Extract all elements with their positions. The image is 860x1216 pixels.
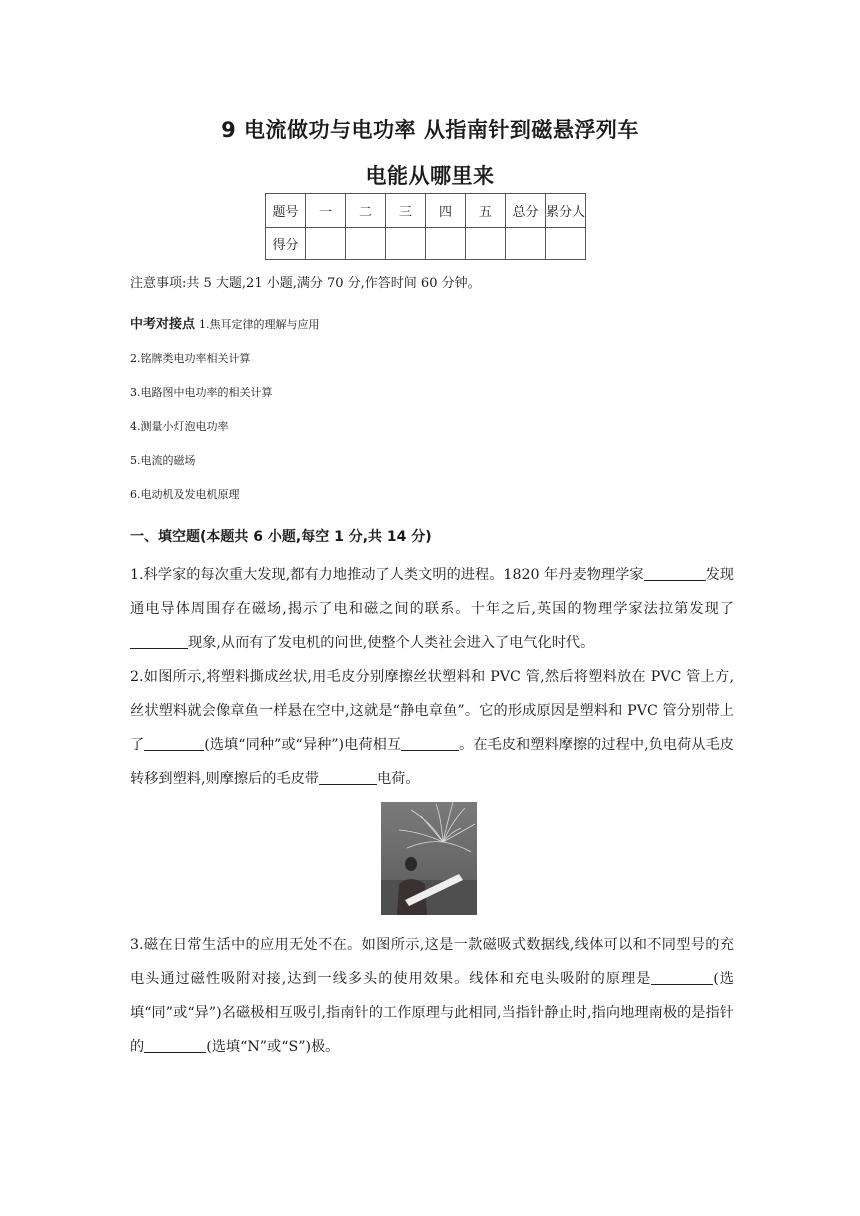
key-point-item: 3.电路图中电功率的相关计算 <box>130 386 273 399</box>
score-cell[interactable] <box>466 228 506 260</box>
answer-blank[interactable] <box>319 766 377 785</box>
answer-blank[interactable] <box>130 630 188 649</box>
score-header-cell: 二 <box>346 194 386 228</box>
section-heading-fill-blank: 一、填空题(本题共 6 小题,每空 1 分,共 14 分) <box>130 529 432 545</box>
score-cell[interactable] <box>386 228 426 260</box>
question-text: 电荷。 <box>376 771 420 787</box>
key-points-heading-line <box>130 313 320 332</box>
answer-blank[interactable] <box>144 1034 206 1053</box>
answer-blank[interactable] <box>644 562 706 581</box>
question-1 <box>130 558 734 660</box>
score-cell[interactable] <box>506 228 546 260</box>
score-cell[interactable] <box>546 228 586 260</box>
question-text: (选填“N”或“S”)极。 <box>206 1039 340 1055</box>
key-point-item: 5.电流的磁场 <box>130 454 196 467</box>
question-text: 现象,从而有了发电机的问世,使整个人类社会进入了电气化时代。 <box>188 635 595 651</box>
exam-notice: 注意事项:共 5 大题,21 小题,满分 70 分,作答时间 60 分钟。 <box>130 276 481 291</box>
key-point-item: 2.铭牌类电功率相关计算 <box>130 352 251 365</box>
question-2 <box>130 660 734 796</box>
page-subtitle: 电能从哪里来 <box>365 164 495 188</box>
key-point-item: 1.焦耳定律的理解与应用 <box>199 318 320 331</box>
score-header-cell: 题号 <box>266 194 306 228</box>
score-table-score-row <box>266 228 586 260</box>
score-header-cell: 五 <box>466 194 506 228</box>
question-text: 2.如图所示,将塑料撕成丝状,用毛皮分别摩擦丝状塑料和 PVC 管,然后将塑料放在 PVC 管上方,丝状塑料就会像章鱼一样悬在空中,这就是“静电章鱼”。它的形成原因是塑料和 PVC 管分别带上了 <box>130 669 734 753</box>
answer-blank[interactable] <box>651 966 713 985</box>
photo-drawing <box>381 802 477 915</box>
score-header-cell: 总分 <box>506 194 546 228</box>
page-title: 9 电流做功与电功率 从指南针到磁悬浮列车 <box>221 118 639 142</box>
key-points-heading: 中考对接点 <box>130 317 196 332</box>
score-table <box>265 193 586 260</box>
question-text: 1.科学家的每次重大发现,都有力地推动了人类文明的进程。1820 年丹麦物理学家 <box>130 567 644 583</box>
question-3 <box>130 928 734 1064</box>
score-header-cell: 累分人 <box>546 194 586 228</box>
score-cell[interactable] <box>346 228 386 260</box>
question-text: (选填“同种”或“异种”)电荷相互 <box>204 737 402 753</box>
score-cell[interactable] <box>306 228 346 260</box>
key-point-item: 6.电动机及发电机原理 <box>130 488 240 501</box>
score-table-header-row <box>266 194 586 228</box>
question-text: 。在毛皮和塑料摩擦的过程中,负电荷从毛皮转移到塑料,则摩擦后的毛皮带 <box>130 737 734 787</box>
key-point-item: 4.测量小灯泡电功率 <box>130 420 229 433</box>
score-cell[interactable] <box>426 228 466 260</box>
question-text: 3.磁在日常生活中的应用无处不在。如图所示,这是一款磁吸式数据线,线体可以和不同型号的充电头通过磁性吸附对接,达到一线多头的使用效果。线体和充电头吸附的原理是 <box>130 937 734 987</box>
score-header-cell: 四 <box>426 194 466 228</box>
score-header-cell: 三 <box>386 194 426 228</box>
answer-blank[interactable] <box>401 732 459 751</box>
score-row-label: 得分 <box>266 228 306 260</box>
static-electricity-octopus-photo <box>381 802 477 915</box>
answer-blank[interactable] <box>144 732 204 751</box>
question-text: (选填“同”或“异”)名磁极相互吸引,指南针的工作原理与此相同,当指针静止时,指向地理南极的是指针的 <box>130 971 734 1055</box>
question-text: 发现通电导体周围存在磁场,揭示了电和磁之间的联系。十年之后,英国的物理学家法拉第发现了 <box>130 567 734 617</box>
score-header-cell: 一 <box>306 194 346 228</box>
